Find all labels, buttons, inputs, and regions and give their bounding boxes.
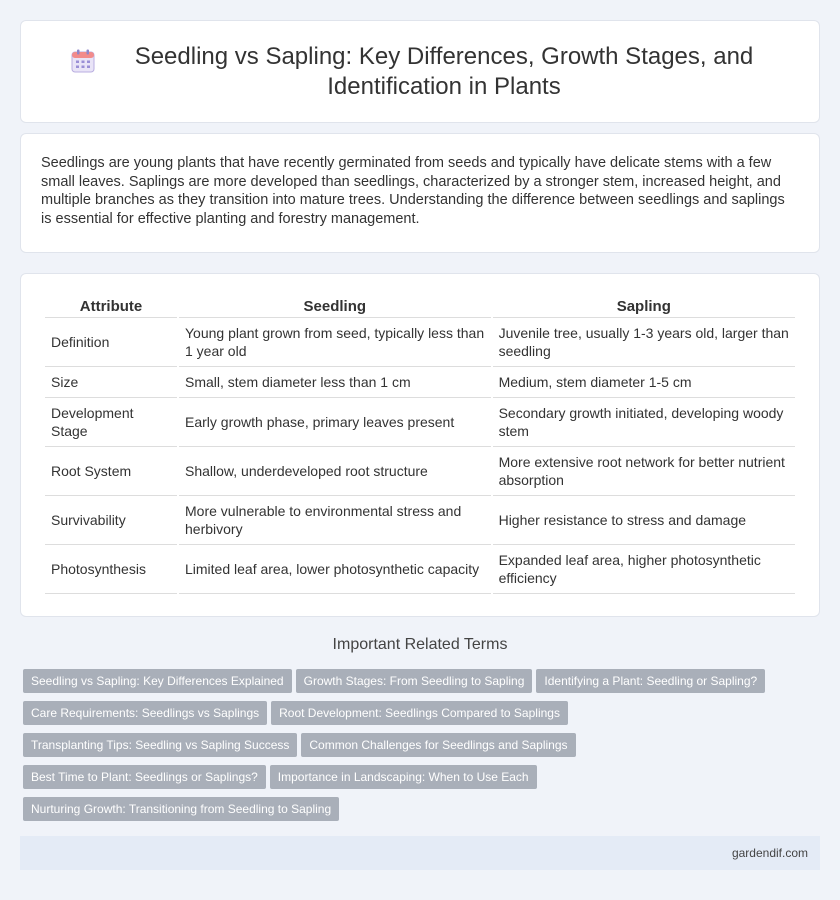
table-row [45, 367, 795, 398]
related-term-tag[interactable]: Importance in Landscaping: When to Use Each [270, 765, 537, 789]
table-row [45, 398, 795, 447]
footer [20, 836, 820, 870]
table-cell: Medium, stem diameter 1-5 cm [493, 367, 795, 398]
related-terms-list [23, 669, 803, 829]
table-row [45, 318, 795, 367]
related-term-tag[interactable]: Root Development: Seedlings Compared to Saplings [271, 701, 568, 725]
table-cell: Secondary growth initiated, developing woody stem [493, 398, 795, 447]
column-header: Attribute [45, 294, 177, 318]
table-cell: More extensive root network for better nutrient absorption [493, 447, 795, 496]
table-cell: Definition [45, 318, 177, 367]
related-term-tag[interactable]: Seedling vs Sapling: Key Differences Explained [23, 669, 292, 693]
page-title: Seedling vs Sapling: Key Differences, Growth Stages, and Identification in Plants [134, 42, 754, 100]
related-term-tag[interactable]: Identifying a Plant: Seedling or Sapling? [536, 669, 765, 693]
table-cell: More vulnerable to environmental stress and herbivory [179, 496, 491, 545]
header-card [20, 20, 820, 123]
table-cell: Photosynthesis [45, 545, 177, 594]
table-cell: Shallow, underdeveloped root structure [179, 447, 491, 496]
table-cell: Young plant grown from seed, typically less than 1 year old [179, 318, 491, 367]
table-cell: Size [45, 367, 177, 398]
comparison-table [43, 294, 797, 594]
table-header-row [45, 294, 795, 318]
table-cell: Root System [45, 447, 177, 496]
table-cell: Small, stem diameter less than 1 cm [179, 367, 491, 398]
calendar-icon [70, 48, 96, 74]
table-row [45, 496, 795, 545]
table-cell: Higher resistance to stress and damage [493, 496, 795, 545]
related-term-tag[interactable]: Transplanting Tips: Seedling vs Sapling Success [23, 733, 297, 757]
related-term-tag[interactable]: Nurturing Growth: Transitioning from Seedling to Sapling [23, 797, 339, 821]
related-term-tag[interactable]: Care Requirements: Seedlings vs Saplings [23, 701, 267, 725]
comparison-table-card [20, 273, 820, 617]
related-term-tag[interactable]: Common Challenges for Seedlings and Saplings [301, 733, 575, 757]
table-cell: Expanded leaf area, higher photosynthetic efficiency [493, 545, 795, 594]
table-cell: Juvenile tree, usually 1-3 years old, larger than seedling [493, 318, 795, 367]
footer-site-link[interactable]: gardendif.com [731, 846, 808, 860]
intro-text: Seedlings are young plants that have recently germinated from seeds and typically have delicate stems with a few small leaves. Saplings are more developed than seedlings, characterized by a stronger stem, increased height, and multiple branches as they transition into mature trees. Understanding the difference between seedlings and saplings is essential for effective planting and forestry management. [41, 155, 785, 227]
table-cell: Limited leaf area, lower photosynthetic capacity [179, 545, 491, 594]
table-row [45, 447, 795, 496]
column-header: Sapling [493, 294, 795, 318]
table-cell: Early growth phase, primary leaves present [179, 398, 491, 447]
related-term-tag[interactable]: Growth Stages: From Seedling to Sapling [296, 669, 533, 693]
related-term-tag[interactable]: Best Time to Plant: Seedlings or Saplings? [23, 765, 266, 789]
intro-card [20, 133, 820, 253]
table-cell: Development Stage [45, 398, 177, 447]
column-header: Seedling [179, 294, 491, 318]
table-cell: Survivability [45, 496, 177, 545]
related-terms-heading: Important Related Terms [332, 636, 508, 653]
table-row [45, 545, 795, 594]
